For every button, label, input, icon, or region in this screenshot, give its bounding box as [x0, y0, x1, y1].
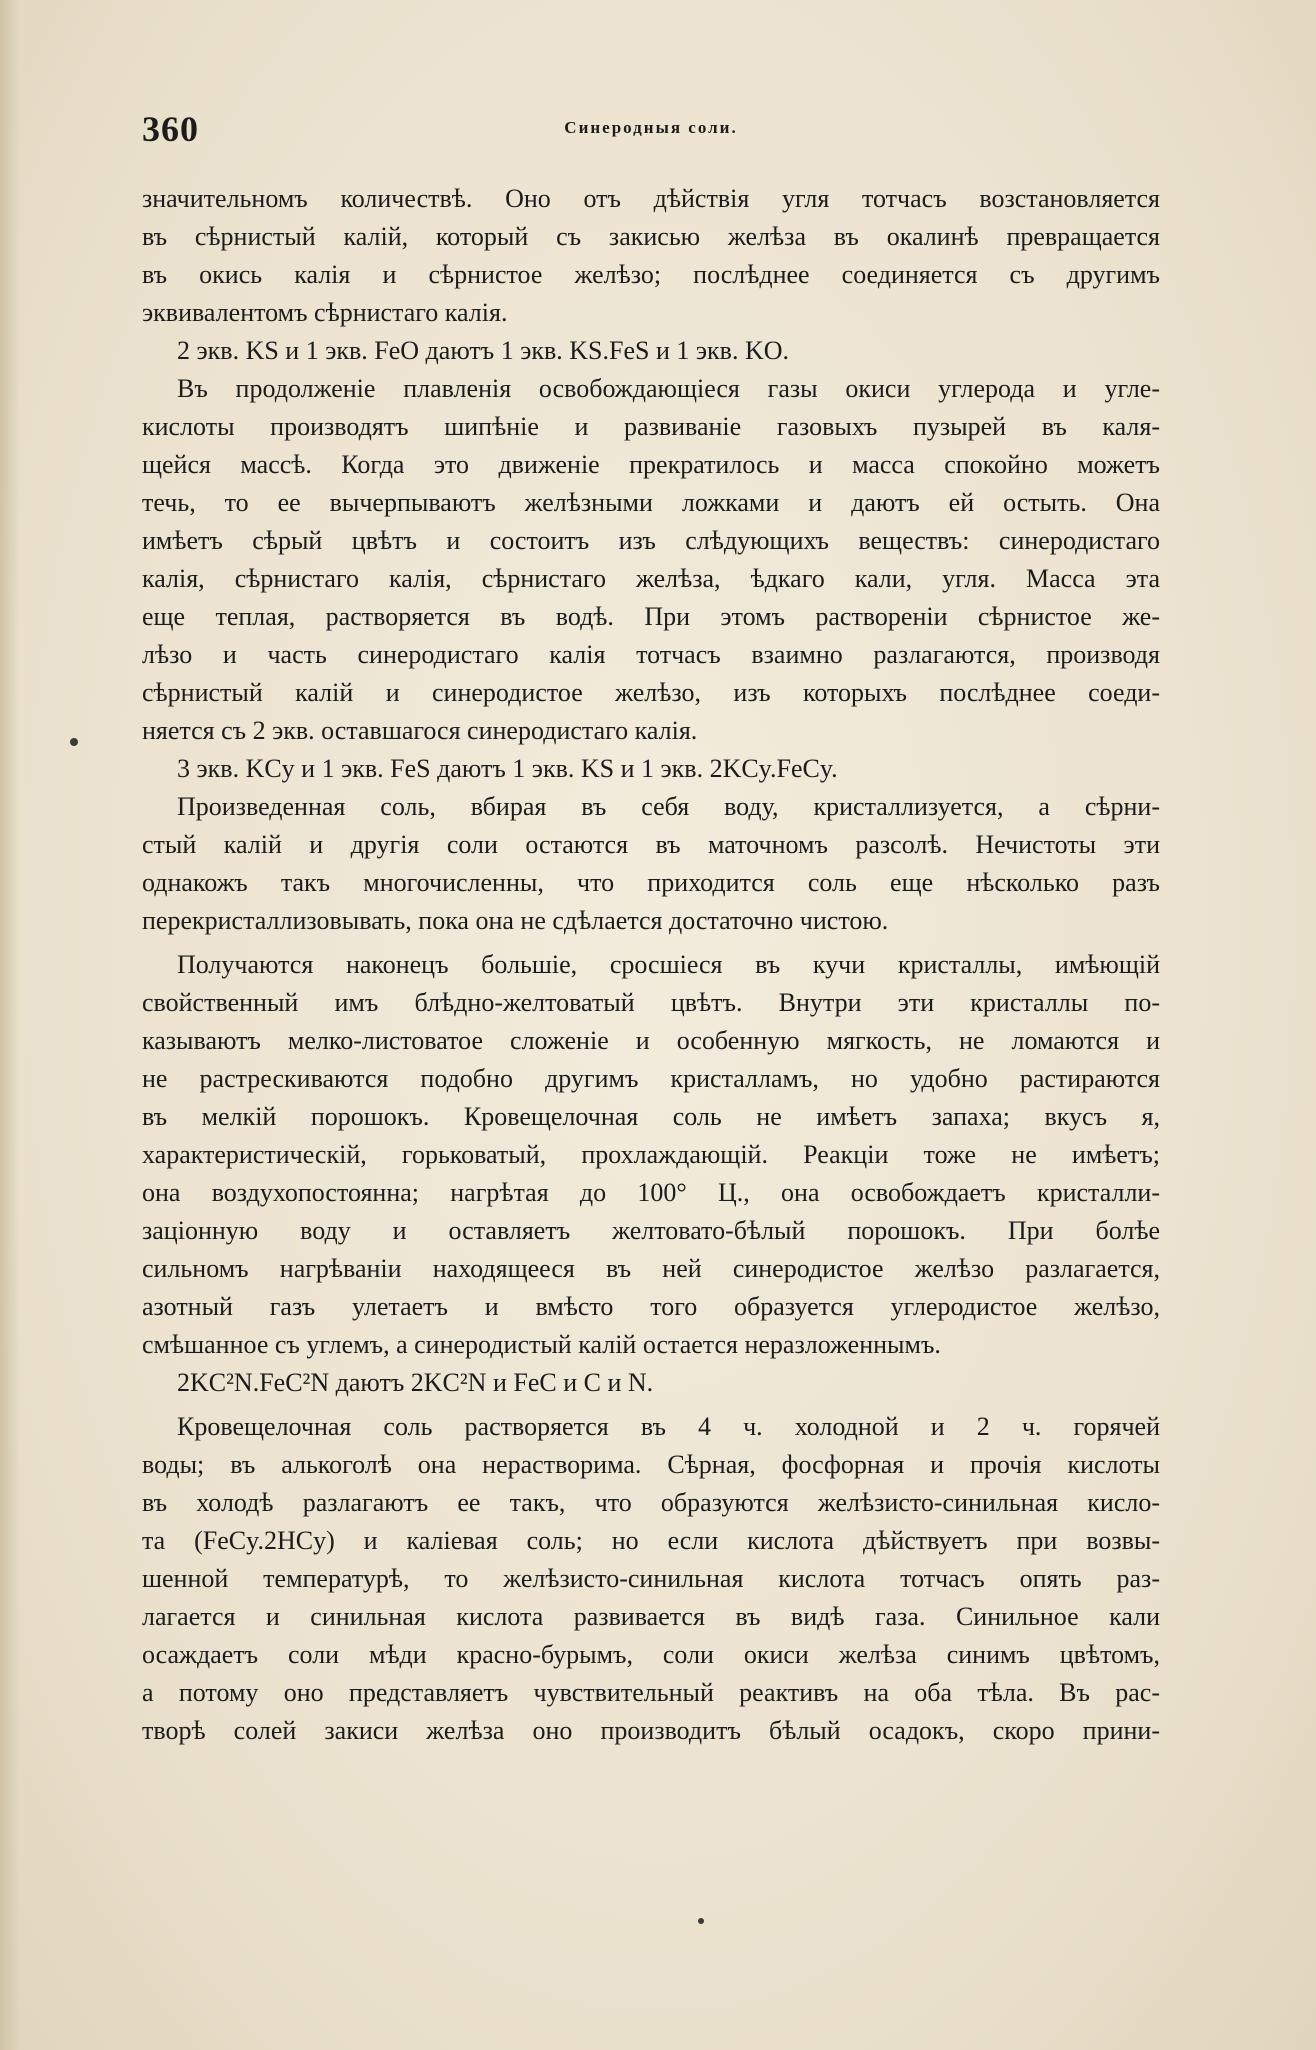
text-line: въ сѣрнистый калій, который съ закисью желѣза въ окалинѣ превращается — [142, 222, 1160, 251]
text-line: щейся массѣ. Когда это движеніе прекратилось и масса спокойно можетъ — [142, 450, 1160, 479]
formula-line — [142, 750, 1160, 788]
text-line: кислоты производятъ шипѣніе и развиваніе газовыхъ пузырей въ каля- — [142, 412, 1160, 441]
text-line: она воздухопостоянна; нагрѣтая до 100° Ц., она освобождаетъ кристалли- — [142, 1178, 1160, 1207]
paragraph — [142, 788, 1160, 940]
text-line: калія, сѣрнистаго калія, сѣрнистаго желѣза, ѣдкаго кали, угля. Масса эта — [142, 564, 1160, 593]
ink-spot — [70, 738, 78, 746]
text-line: лагается и синильная кислота развивается въ видѣ газа. Синильное кали — [142, 1602, 1160, 1631]
ink-spot — [698, 1918, 704, 1924]
text-line: въ мелкій порошокъ. Кровещелочная соль не имѣетъ запаха; вкусъ я, — [142, 1102, 1160, 1131]
text-line: характеристическій, горьковатый, прохлаждающій. Реакціи тоже не имѣетъ; — [142, 1140, 1160, 1169]
text-line: не растрескиваются подобно другимъ кристалламъ, но удобно растираются — [142, 1064, 1160, 1093]
text-line: смѣшанное съ углемъ, а синеродистый калій остается неразложеннымъ. — [142, 1330, 941, 1359]
text-line: шенной температурѣ, то желѣзисто-синильная кислота тотчасъ опять раз- — [142, 1564, 1160, 1593]
paragraph — [142, 180, 1160, 332]
text-line: воды; въ алькоголѣ она нерастворима. Сѣрная, фосфорная и прочія кислоты — [142, 1450, 1160, 1479]
text-line: еще теплая, растворяется въ водѣ. При этомъ раствореніи сѣрнистое же- — [142, 602, 1160, 631]
text-line: сильномъ нагрѣваніи находящееся въ ней синеродистое желѣзо разлагается, — [142, 1254, 1160, 1283]
text-line: имѣетъ сѣрый цвѣтъ и состоитъ изъ слѣдующихъ веществъ: синеродистаго — [142, 526, 1160, 555]
text-line: течь, то ее вычерпываютъ желѣзными ложками и даютъ ей остыть. Она — [142, 488, 1160, 517]
formula-line — [142, 1364, 1160, 1402]
text-line: 2KC²N.FeC²N даютъ 2KC²N и FeC и C и N. — [177, 1368, 654, 1397]
body-text — [142, 180, 1160, 1750]
text-line: въ холодѣ разлагаютъ ее такъ, что образуются желѣзисто-синильная кисло- — [142, 1488, 1160, 1517]
page-spine-shadow — [0, 0, 20, 2050]
text-line: сѣрнистый калій и синеродистое желѣзо, изъ которыхъ послѣднее соеди- — [142, 678, 1160, 707]
text-line: та (FeCy.2HCy) и каліевая соль; но если кислота дѣйствуетъ при возвы- — [142, 1526, 1160, 1555]
text-line: азотный газъ улетаетъ и вмѣсто того образуется углеродистое желѣзо, — [142, 1292, 1160, 1321]
formula-line — [142, 332, 1160, 370]
text-line: няется съ 2 экв. оставшагося синеродистаго калія. — [142, 716, 698, 745]
text-line: 2 экв. KS и 1 экв. FeO даютъ 1 экв. KS.FeS и 1 экв. KO. — [177, 336, 790, 365]
text-line: заціонную воду и оставляетъ желтовато-бѣлый порошокъ. При болѣе — [142, 1216, 1160, 1245]
text-line: свойственный имъ блѣдно-желтоватый цвѣтъ. Внутри эти кристаллы по- — [142, 988, 1160, 1017]
text-line: стый калій и другія соли остаются въ маточномъ разсолѣ. Нечистоты эти — [142, 830, 1160, 859]
text-line: творѣ солей закиси желѣза оно производитъ бѣлый осадокъ, скоро прини- — [142, 1716, 1160, 1745]
text-line: Въ продолженіе плавленія освобождающіеся газы окиси углерода и угле- — [177, 374, 1160, 403]
running-head: Синеродныя соли. — [564, 118, 738, 137]
text-line: Получаются наконецъ большіе, сросшіеся въ кучи кристаллы, имѣющій — [177, 950, 1160, 979]
paragraph — [142, 370, 1160, 750]
text-line: эквивалентомъ сѣрнистаго калія. — [142, 298, 508, 327]
text-line: лѣзо и часть синеродистаго калія тотчасъ взаимно разлагаются, производя — [142, 640, 1160, 669]
text-line: однакожъ такъ многочисленны, что приходится соль еще нѣсколько разъ — [142, 868, 1160, 897]
text-line: осаждаетъ соли мѣди красно-бурымъ, соли окиси желѣза синимъ цвѣтомъ, — [142, 1640, 1160, 1669]
text-line: Произведенная соль, вбирая въ себя воду, кристаллизуется, а сѣрни- — [177, 792, 1160, 821]
text-line: перекристаллизовывать, пока она не сдѣлается достаточно чистою. — [142, 906, 889, 935]
page-header — [142, 108, 1160, 148]
text-line: 3 экв. KCy и 1 экв. FeS даютъ 1 экв. KS и 1 экв. 2KCy.FeCy. — [177, 754, 838, 783]
text-line: значительномъ количествѣ. Оно отъ дѣйствія угля тотчасъ возстановляется — [142, 184, 1160, 213]
page-number: 360 — [142, 109, 199, 149]
paragraph — [142, 946, 1160, 1364]
text-line: казываютъ мелко-листоватое сложеніе и особенную мягкость, не ломаются и — [142, 1026, 1160, 1055]
text-line: Кровещелочная соль растворяется въ 4 ч. холодной и 2 ч. горячей — [177, 1412, 1160, 1441]
text-line: въ окись калія и сѣрнистое желѣзо; послѣднее соединяется съ другимъ — [142, 260, 1160, 289]
text-line: а потому оно представляетъ чувствительный реактивъ на оба тѣла. Въ рас- — [142, 1678, 1160, 1707]
paragraph — [142, 1408, 1160, 1750]
